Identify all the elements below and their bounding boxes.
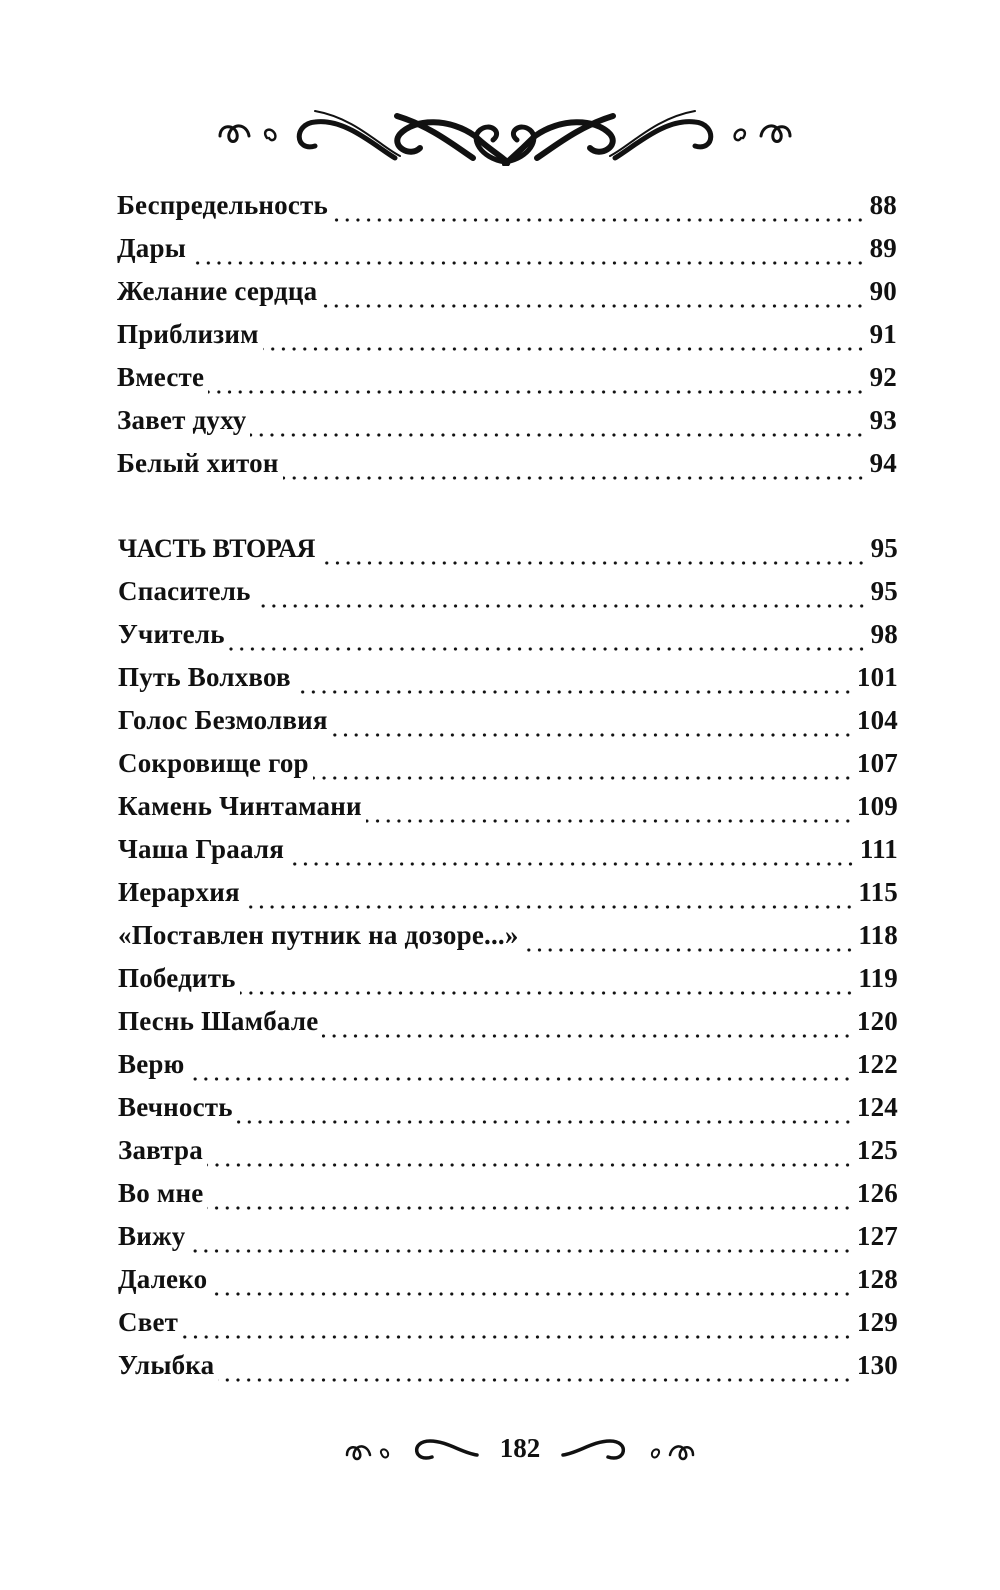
toc-entry-title: Верю [118,1049,185,1079]
toc-entry-page: 93 [869,405,897,435]
toc-entry-page: 101 [856,662,898,692]
dot-leader [240,991,855,995]
toc-entry[interactable] [118,1135,898,1178]
toc-entry-title: Песнь Шамбале [118,1006,319,1036]
dot-leader [207,1206,853,1210]
toc-entry-page: 95 [870,576,898,606]
toc-entry-page: 109 [856,791,898,821]
dot-leader [211,1292,853,1296]
toc-entry-page: 92 [869,362,897,392]
dot-leader [366,819,853,823]
dot-leader [283,476,866,480]
toc-entry-title: «Поставлен путник на дозоре...» [118,920,519,950]
toc-entry[interactable] [117,362,897,405]
toc-entry[interactable] [118,662,898,705]
toc-entry[interactable] [117,276,897,319]
dot-leader [218,1378,853,1382]
toc-entry[interactable] [118,877,898,920]
dot-leader [332,733,853,737]
toc-entry-title: Дары [117,233,186,263]
toc-entry-page: 122 [856,1049,898,1079]
footer-ornament-right-icon [558,1433,698,1463]
toc-entry-page: 111 [859,834,898,864]
toc-entry[interactable] [118,963,898,1006]
toc-entry[interactable] [118,1221,898,1264]
toc-entry-page: 124 [856,1092,898,1122]
toc-entry-page: 104 [856,705,898,735]
toc-entry-title: Чаша Грааля [118,834,285,864]
toc-entry-title: Желание сердца [117,276,318,306]
dot-leader [321,304,865,308]
toc-entry-page: 89 [869,233,897,263]
dot-leader [322,1034,852,1038]
toc-entry[interactable] [117,405,897,448]
toc-entry[interactable] [117,448,897,491]
toc-entry[interactable] [118,1006,898,1049]
toc-entry-page: 130 [856,1350,898,1380]
toc-entry-page: 127 [856,1221,898,1251]
page-footer [340,1428,700,1468]
dot-leader [250,433,865,437]
toc-entry-title: Путь Волхвов [118,662,291,692]
toc-part-two [118,533,898,1393]
dot-leader [332,218,866,222]
toc-entry-title: Иерархия [118,877,240,907]
dot-leader [244,905,855,909]
dot-leader [182,1335,853,1339]
dot-leader [313,776,853,780]
toc-entry-title: Камень Чинтамани [118,791,362,821]
toc-entry-page: 119 [858,963,898,993]
toc-entry[interactable] [117,319,897,362]
footer-ornament-left-icon [342,1433,482,1463]
toc-entry-page: 107 [856,748,898,778]
toc-entry-page: 118 [858,920,898,950]
toc-entry-title: Белый хитон [117,448,279,478]
toc-entry[interactable] [118,1049,898,1092]
toc-entry[interactable] [118,1350,898,1393]
toc-entry-title: Учитель [118,619,225,649]
toc-entry-page: 115 [858,877,898,907]
toc-entry-page: 91 [869,319,897,349]
toc-heading-title: ЧАСТЬ ВТОРАЯ [118,534,316,563]
dot-leader [207,1163,853,1167]
toc-heading-part-two[interactable] [118,533,898,576]
toc-entry-title: Голос Безмолвия [118,705,328,735]
toc-entry-page: 120 [856,1006,898,1036]
dot-leader [523,948,855,952]
toc-entry-title: Сокровище гор [118,748,309,778]
dot-leader [288,862,856,866]
toc-entry-title: Свет [118,1307,179,1337]
toc-entry[interactable] [118,791,898,834]
toc-entry-title: Беспредельность [117,190,328,220]
toc-entry[interactable] [118,834,898,877]
toc-entry-page: 90 [869,276,897,306]
toc-entry[interactable] [118,920,898,963]
toc-entry-title: Вечность [118,1092,233,1122]
dot-leader [190,261,866,265]
toc-entry-title: Приблизим [117,319,259,349]
toc-entry[interactable] [117,190,897,233]
toc-entry-page: 126 [856,1178,898,1208]
dot-leader [255,604,867,608]
dot-leader [188,1077,852,1081]
page-number: 182 [499,1432,541,1463]
dot-leader [319,561,866,565]
toc-entry[interactable] [118,1264,898,1307]
dot-leader [237,1120,853,1124]
toc-entry-page: 94 [869,448,897,478]
toc-entry-title: Улыбка [118,1350,215,1380]
toc-entry-page: 125 [856,1135,898,1165]
ornament-divider-icon [215,96,795,166]
toc-entry-title: Далеко [118,1264,208,1294]
toc-entry-title: Вместе [117,362,205,392]
toc-entry-page: 98 [870,619,898,649]
toc-entry[interactable] [118,576,898,619]
toc-heading-page: 95 [870,533,898,563]
dot-leader [229,647,867,651]
toc-entry[interactable] [118,748,898,791]
toc-entry[interactable] [117,233,897,276]
toc-entry-title: Во мне [118,1178,204,1208]
dot-leader [208,390,865,394]
toc-entry-title: Завтра [118,1135,203,1165]
toc-entry[interactable] [118,1178,898,1221]
dot-leader [189,1249,852,1253]
toc-part-one [117,190,897,491]
toc-entry[interactable] [118,1092,898,1135]
toc-entry-title: Вижу [118,1221,186,1251]
toc-entry-page: 129 [856,1307,898,1337]
toc-entry-title: Завет духу [117,405,247,435]
toc-entry[interactable] [118,705,898,748]
toc-entry-title: Спаситель [118,576,251,606]
dot-leader [263,347,866,351]
toc-entry[interactable] [118,619,898,662]
toc-entry-title: Победить [118,963,236,993]
toc-entry-page: 88 [869,190,897,220]
toc-entry[interactable] [118,1307,898,1350]
toc-entry-page: 128 [856,1264,898,1294]
dot-leader [295,690,853,694]
